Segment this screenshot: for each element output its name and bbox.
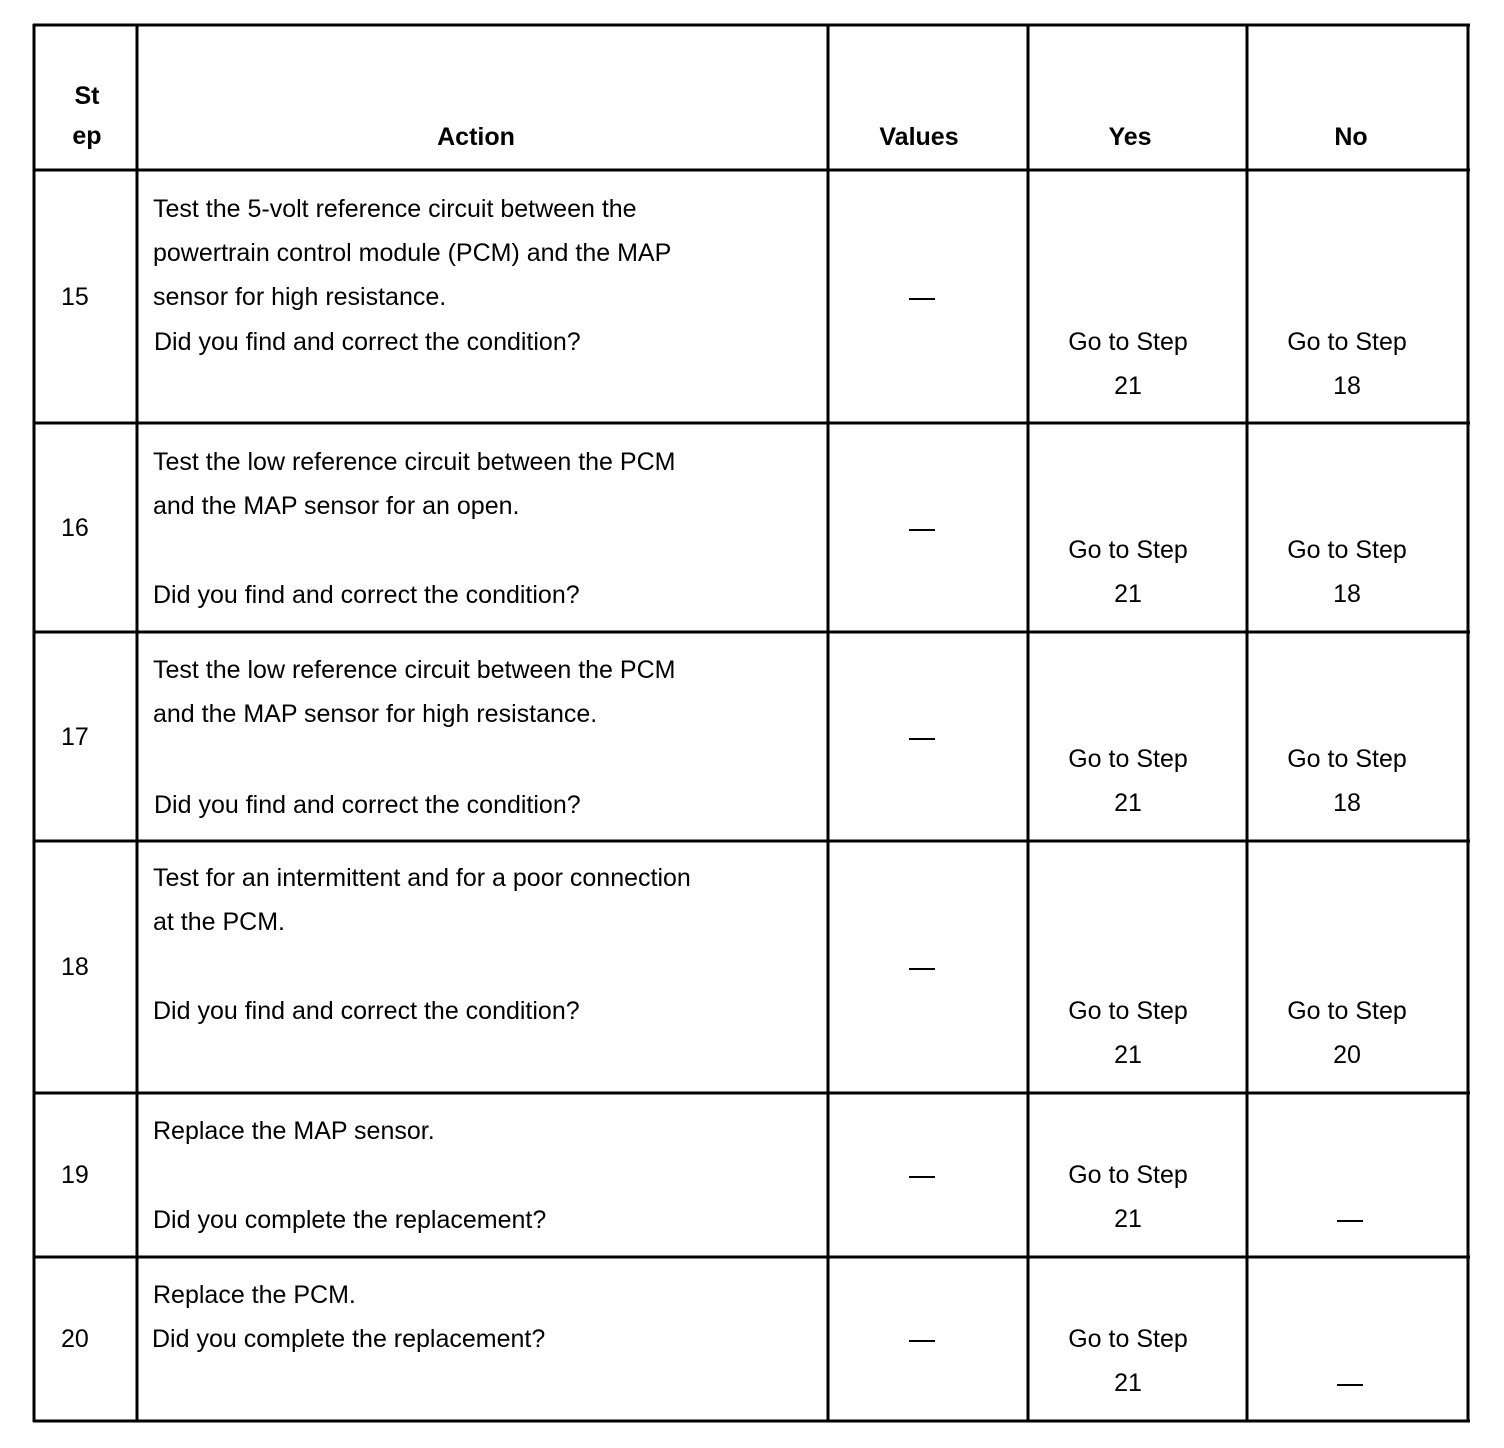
yes-goto-label: Go to Step: [1068, 1161, 1188, 1189]
action-line: sensor for high resistance.: [153, 283, 447, 311]
no-goto: [1247, 737, 1447, 825]
yes-goto-label: Go to Step: [1068, 997, 1188, 1025]
step-number: 15: [61, 283, 89, 311]
action-line: Replace the PCM.: [153, 1281, 356, 1309]
header-action: Action: [437, 123, 515, 151]
action-line: and the MAP sensor for high resistance.: [153, 700, 598, 728]
step-number: 17: [61, 723, 89, 751]
no-dash: [1337, 1220, 1363, 1222]
action-line: powertrain control module (PCM) and the MAP: [153, 239, 672, 267]
yes-goto-step: 21: [1114, 1205, 1142, 1233]
no-goto-step: 20: [1333, 1041, 1361, 1069]
no-goto-label: Go to Step: [1287, 328, 1407, 356]
header-step-line2: ep: [72, 122, 102, 150]
yes-goto-label: Go to Step: [1068, 536, 1188, 564]
no-goto-label: Go to Step: [1287, 997, 1407, 1025]
action-line: Did you find and correct the condition?: [154, 791, 581, 819]
yes-goto-step: 21: [1114, 789, 1142, 817]
no-goto-label: Go to Step: [1287, 536, 1407, 564]
action-line: Did you complete the replacement?: [152, 1325, 546, 1353]
no-goto: [1247, 989, 1447, 1077]
action-line: Replace the MAP sensor.: [153, 1117, 435, 1145]
step-number: 19: [61, 1161, 89, 1189]
step-number: 16: [61, 514, 89, 542]
values-dash: [909, 298, 935, 300]
yes-goto: [1028, 1153, 1228, 1241]
step-number: 18: [61, 953, 89, 981]
action-line: and the MAP sensor for an open.: [153, 492, 520, 520]
header-step-line1: St: [74, 82, 100, 110]
yes-goto-label: Go to Step: [1068, 745, 1188, 773]
action-line: Test the 5-volt reference circuit between the: [153, 195, 637, 223]
yes-goto: [1028, 737, 1228, 825]
yes-goto: [1028, 320, 1228, 408]
action-line: Did you complete the replacement?: [153, 1206, 547, 1234]
values-dash: [909, 1340, 935, 1342]
action-line: Test the low reference circuit between the PCM: [153, 448, 676, 476]
action-line: Did you find and correct the condition?: [154, 328, 581, 356]
header-no: No: [1334, 123, 1368, 151]
header-values: Values: [879, 123, 959, 151]
no-goto: [1247, 528, 1447, 616]
yes-goto: [1028, 1317, 1228, 1405]
values-dash: [909, 529, 935, 531]
header-step: [37, 76, 137, 156]
values-dash: [909, 738, 935, 740]
action-line: at the PCM.: [153, 908, 285, 936]
yes-goto: [1028, 528, 1228, 616]
yes-goto-step: 21: [1114, 1369, 1142, 1397]
step-number: 20: [61, 1325, 89, 1353]
no-goto-step: 18: [1333, 789, 1361, 817]
action-line: Did you find and correct the condition?: [153, 581, 580, 609]
values-dash: [909, 968, 935, 970]
yes-goto-label: Go to Step: [1068, 1325, 1188, 1353]
action-line: Test the low reference circuit between the PCM: [153, 656, 676, 684]
no-goto: [1247, 320, 1447, 408]
action-line: Test for an intermittent and for a poor connection: [153, 864, 691, 892]
no-goto-step: 18: [1333, 372, 1361, 400]
yes-goto-step: 21: [1114, 580, 1142, 608]
yes-goto-step: 21: [1114, 372, 1142, 400]
no-dash: [1337, 1384, 1363, 1386]
no-goto-label: Go to Step: [1287, 745, 1407, 773]
no-goto-step: 18: [1333, 580, 1361, 608]
yes-goto-label: Go to Step: [1068, 328, 1188, 356]
action-line: Did you find and correct the condition?: [153, 997, 580, 1025]
yes-goto: [1028, 989, 1228, 1077]
header-yes: Yes: [1108, 123, 1152, 151]
yes-goto-step: 21: [1114, 1041, 1142, 1069]
values-dash: [909, 1176, 935, 1178]
